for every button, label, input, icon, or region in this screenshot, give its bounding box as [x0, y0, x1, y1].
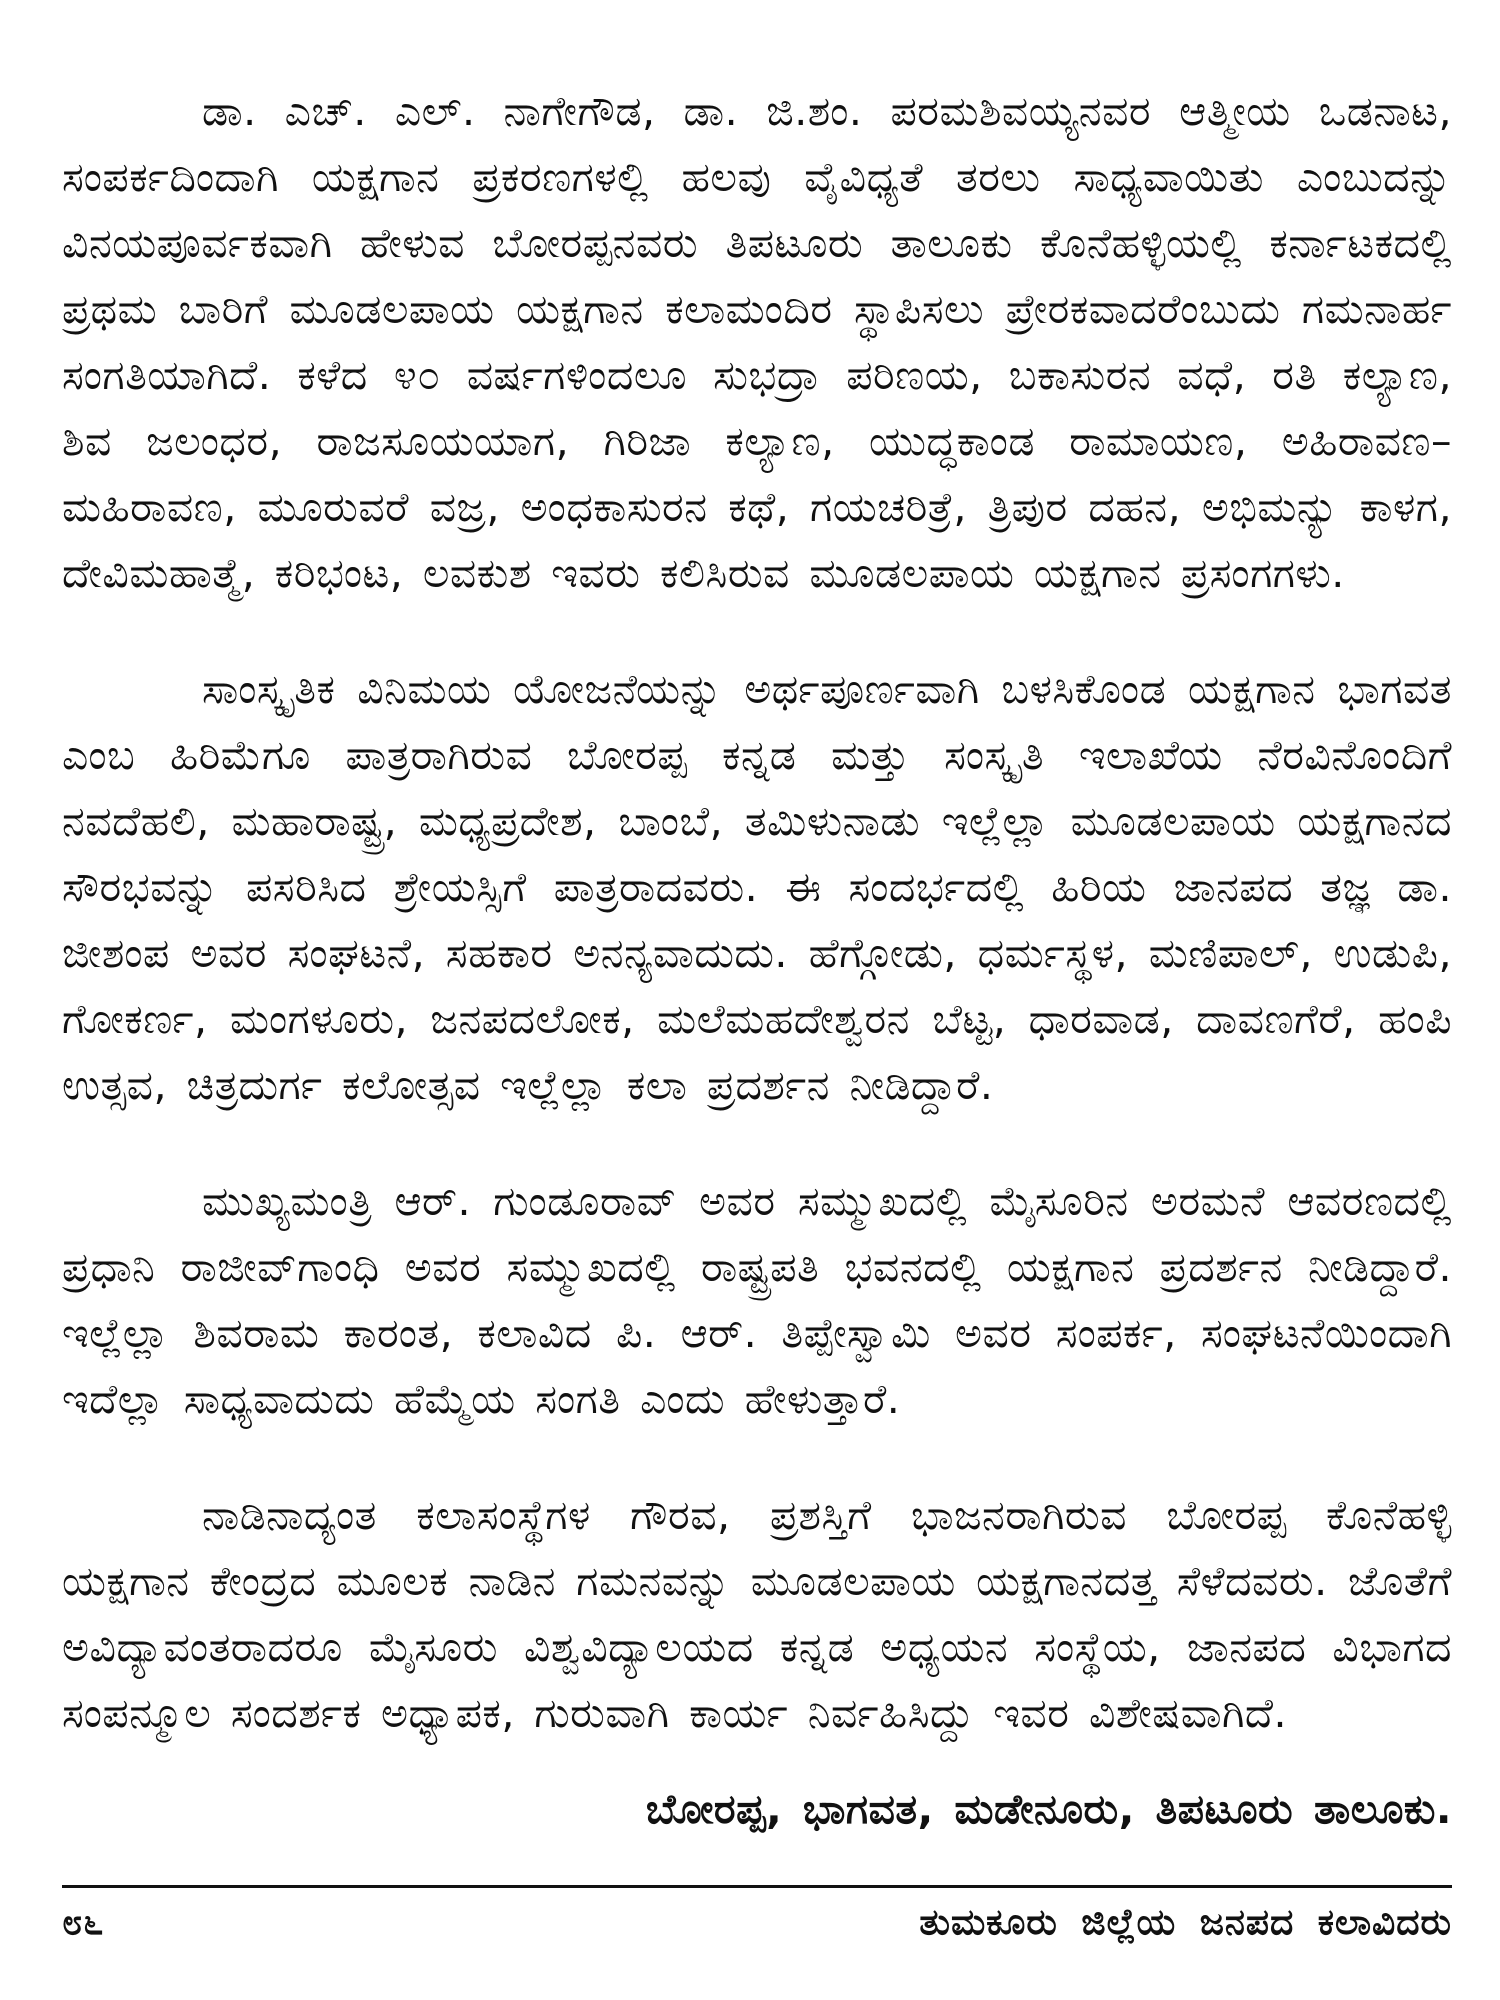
paragraph-2: ಸಾಂಸ್ಕೃತಿಕ ವಿನಿಮಯ ಯೋಜನೆಯನ್ನು ಅರ್ಥಪೂರ್ಣವಾಗಿ ಬಳಸಿಕೊಂಡ ಯಕ್ಷಗಾನ ಭಾಗವತ ಎಂಬ ಹಿರಿಮೆಗೂ ಪಾತ್ರರಾಗಿರುವ ಬೋರಪ್ಪ ಕನ್ನಡ ಮತ್ತು ಸಂಸ್ಕೃತಿ ಇಲಾಖೆಯ ನೆರವಿನೊಂದಿಗೆ ನವದೆಹಲಿ, ಮಹಾರಾಷ್ಟ್ರ, ಮಧ್ಯಪ್ರದೇಶ, ಬಾಂಬೆ, ತಮಿಳುನಾಡು ಇಲ್ಲೆಲ್ಲಾ ಮೂಡಲಪಾಯ ಯಕ್ಷಗಾನದ ಸೌರಭವನ್ನು ಪಸರಿಸಿದ ಶ್ರೇಯಸ್ಸಿಗೆ ಪಾತ್ರರಾದವರು. ಈ ಸಂದರ್ಭದಲ್ಲಿ ಹಿರಿಯ ಜಾನಪದ ತಜ್ಞ ಡಾ. ಜೀಶಂಪ ಅವರ ಸಂಘಟನೆ, ಸಹಕಾರ ಅನನ್ಯವಾದುದು. ಹೆಗ್ಗೋಡು, ಧರ್ಮಸ್ಥಳ, ಮಣಿಪಾಲ್, ಉಡುಪಿ, ಗೋಕರ್ಣ, ಮಂಗಳೂರು, ಜನಪದಲೋಕ, ಮಲೆಮಹದೇಶ್ವರನ ಬೆಟ್ಟ, ಧಾರವಾಡ, ದಾವಣಗೆರೆ, ಹಂಪಿ ಉತ್ಸವ, ಚಿತ್ರದುರ್ಗ ಕಲೋತ್ಸವ ಇಲ್ಲೆಲ್ಲಾ ಕಲಾ ಪ್ರದರ್ಶನ ನೀಡಿದ್ದಾರೆ.	[62, 665, 1452, 1109]
footer-divider	[62, 1885, 1452, 1888]
book-title: ತುಮಕೂರು ಜಿಲ್ಲೆಯ ಜನಪದ ಕಲಾವಿದರು	[919, 1902, 1452, 1943]
paragraph-1: ಡಾ. ಎಚ್. ಎಲ್. ನಾಗೇಗೌಡ, ಡಾ. ಜಿ.ಶಂ. ಪರಮಶಿವಯ್ಯನವರ ಆತ್ಮೀಯ ಒಡನಾಟ, ಸಂಪರ್ಕದಿಂದಾಗಿ ಯಕ್ಷಗಾನ ಪ್ರಕರಣಗಳಲ್ಲಿ ಹಲವು ವೈವಿಧ್ಯತೆ ತರಲು ಸಾಧ್ಯವಾಯಿತು ಎಂಬುದನ್ನು ವಿನಯಪೂರ್ವಕವಾಗಿ ಹೇಳುವ ಬೋರಪ್ಪನವರು ತಿಪಟೂರು ತಾಲೂಕು ಕೊನೆಹಳ್ಳಿಯಲ್ಲಿ ಕರ್ನಾಟಕದಲ್ಲಿ ಪ್ರಥಮ ಬಾರಿಗೆ ಮೂಡಲಪಾಯ ಯಕ್ಷಗಾನ ಕಲಾಮಂದಿರ ಸ್ಥಾಪಿಸಲು ಪ್ರೇರಕವಾದರೆಂಬುದು ಗಮನಾರ್ಹ ಸಂಗತಿಯಾಗಿದೆ. ಕಳೆದ ೪೦ ವರ್ಷಗಳಿಂದಲೂ ಸುಭದ್ರಾ ಪರಿಣಯ, ಬಕಾಸುರನ ವಧೆ, ರತಿ ಕಲ್ಯಾಣ, ಶಿವ ಜಲಂಧರ, ರಾಜಸೂಯಯಾಗ, ಗಿರಿಜಾ ಕಲ್ಯಾಣ, ಯುದ್ಧಕಾಂಡ ರಾಮಾಯಣ, ಅಹಿರಾವಣ–ಮಹಿರಾವಣ, ಮೂರುವರೆ ವಜ್ರ, ಅಂಧಕಾಸುರನ ಕಥೆ, ಗಯಚರಿತ್ರೆ, ತ್ರಿಪುರ ದಹನ, ಅಭಿಮನ್ಯು ಕಾಳಗ, ದೇವಿಮಹಾತ್ಮೆ, ಕರಿಭಂಟ, ಲವಕುಶ ಇವರು ಕಲಿಸಿರುವ ಮೂಡಲಪಾಯ ಯಕ್ಷಗಾನ ಪ್ರಸಂಗಗಳು.	[62, 87, 1452, 597]
page-footer	[62, 1893, 1452, 1953]
page-number: ೮೬	[62, 1902, 105, 1943]
paragraph-3: ಮುಖ್ಯಮಂತ್ರಿ ಆರ್. ಗುಂಡೂರಾವ್ ಅವರ ಸಮ್ಮುಖದಲ್ಲಿ ಮೈಸೂರಿನ ಅರಮನೆ ಆವರಣದಲ್ಲಿ ಪ್ರಧಾನಿ ರಾಜೀವ್‌ಗಾಂಧಿ ಅವರ ಸಮ್ಮುಖದಲ್ಲಿ ರಾಷ್ಟ್ರಪತಿ ಭವನದಲ್ಲಿ ಯಕ್ಷಗಾನ ಪ್ರದರ್ಶನ ನೀಡಿದ್ದಾರೆ. ಇಲ್ಲೆಲ್ಲಾ ಶಿವರಾಮ ಕಾರಂತ, ಕಲಾವಿದ ಪಿ. ಆರ್. ತಿಪ್ಪೇಸ್ವಾಮಿ ಅವರ ಸಂಪರ್ಕ, ಸಂಘಟನೆಯಿಂದಾಗಿ ಇದೆಲ್ಲಾ ಸಾಧ್ಯವಾದುದು ಹೆಮ್ಮೆಯ ಸಂಗತಿ ಎಂದು ಹೇಳುತ್ತಾರೆ.	[62, 1177, 1452, 1423]
paragraph-4: ನಾಡಿನಾದ್ಯಂತ ಕಲಾಸಂಸ್ಥೆಗಳ ಗೌರವ, ಪ್ರಶಸ್ತಿಗೆ ಭಾಜನರಾಗಿರುವ ಬೋರಪ್ಪ ಕೊನೆಹಳ್ಳಿ ಯಕ್ಷಗಾನ ಕೇಂದ್ರದ ಮೂಲಕ ನಾಡಿನ ಗಮನವನ್ನು ಮೂಡಲಪಾಯ ಯಕ್ಷಗಾನದತ್ತ ಸೆಳೆದವರು. ಜೊತೆಗೆ ಅವಿದ್ಯಾವಂತರಾದರೂ ಮೈಸೂರು ವಿಶ್ವವಿದ್ಯಾಲಯದ ಕನ್ನಡ ಅಧ್ಯಯನ ಸಂಸ್ಥೆಯ, ಜಾನಪದ ವಿಭಾಗದ ಸಂಪನ್ಮೂಲ ಸಂದರ್ಶಕ ಅಧ್ಯಾಪಕ, ಗುರುವಾಗಿ ಕಾರ್ಯ ನಿರ್ವಹಿಸಿದ್ದು ಇವರ ವಿಶೇಷವಾಗಿದೆ.	[62, 1491, 1452, 1737]
artist-signature-line: ಬೋರಪ್ಪ, ಭಾಗವತ, ಮಡೇನೂರು, ತಿಪಟೂರು ತಾಲೂಕು.	[645, 1785, 1452, 1833]
page-content	[62, 78, 1452, 1958]
